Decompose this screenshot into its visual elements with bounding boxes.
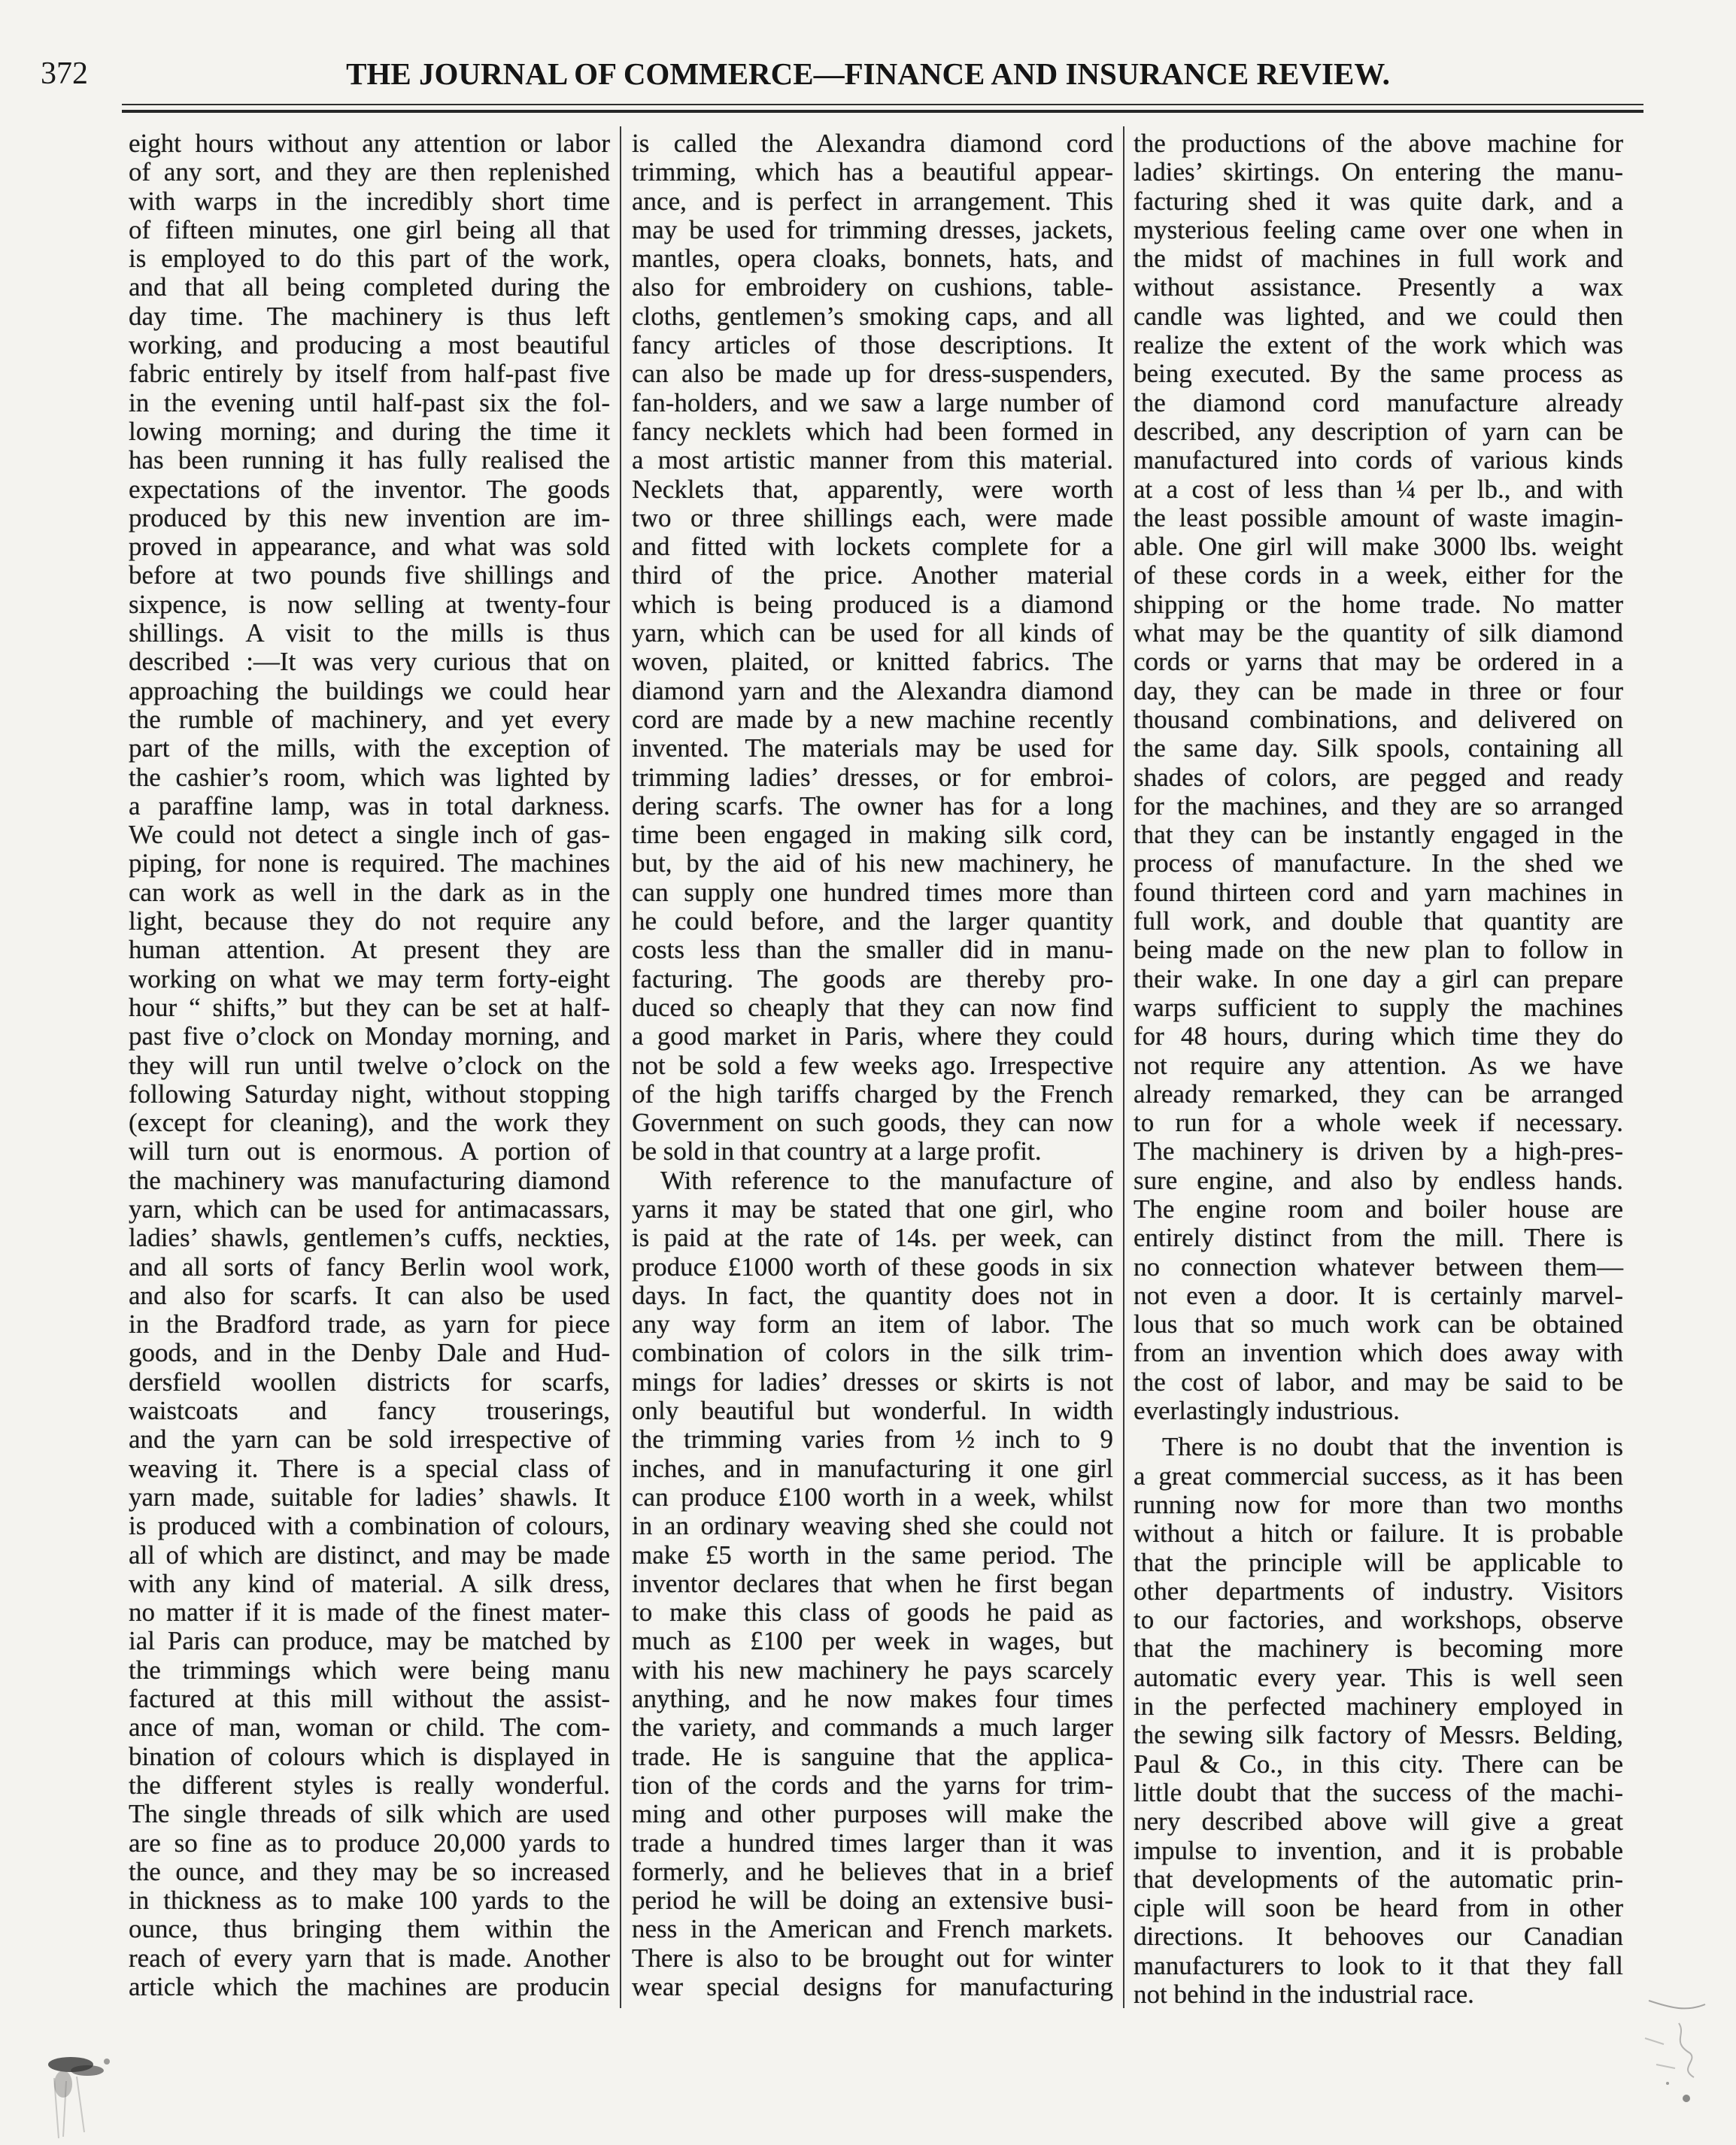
text-line: can supply one hundred times more than (632, 877, 1113, 907)
text-line: invented. The materials may be used for (632, 733, 1113, 763)
text-line: their wake. In one day a girl can prepare (1134, 963, 1623, 994)
text-line: a good market in Paris, where they could (632, 1021, 1113, 1051)
text-line: facturing shed it was quite dark, and a (1134, 186, 1623, 216)
text-line: day time. The machinery is thus left (129, 301, 610, 331)
text-line: not be sold a few weeks ago. Irrespective (632, 1050, 1113, 1080)
text-line: piping, for none is required. The machines (129, 848, 610, 878)
text-line: yarn, which can be used for antimacassars, (129, 1194, 610, 1224)
text-line: entirely distinct from the mill. There is (1134, 1223, 1623, 1253)
text-line: combination of colors in the silk trim- (632, 1338, 1113, 1368)
text-line: that the machinery is becoming more (1134, 1634, 1623, 1664)
text-line: ciple will soon be heard from in other (1134, 1893, 1623, 1923)
text-line: described :—It was very curious that on (129, 647, 610, 677)
text-line: can also be made up for dress-suspenders, (632, 359, 1113, 389)
text-line: trimming ladies’ dresses, or for embroi- (632, 762, 1113, 792)
text-line: cord are made by a new machine recently (632, 704, 1113, 734)
text-line: the variety, and commands a much larger (632, 1713, 1113, 1743)
text-line: shillings. A visit to the mills is thus (129, 618, 610, 648)
text-line: the productions of the above machine for (1134, 129, 1623, 158)
text-line: has been running it has fully realised the (129, 445, 610, 475)
text-line: cords or yarns that may be ordered in a (1134, 647, 1623, 677)
text-line: found thirteen cord and yarn machines in (1134, 877, 1623, 907)
text-line: expectations of the inventor. The goods (129, 474, 610, 504)
text-line: sure engine, and also by endless hands. (1134, 1165, 1623, 1195)
text-line: the trimmings which were being manu (129, 1655, 610, 1685)
text-line: fancy articles of those descriptions. It (632, 330, 1113, 360)
text-line: to make this class of goods he paid as (632, 1597, 1113, 1628)
text-line: ial Paris can produce, may be matched by (129, 1626, 610, 1656)
text-line: ladies’ shawls, gentlemen’s cuffs, neckties, (129, 1223, 610, 1253)
text-line: trade a hundred times larger than it was (632, 1828, 1113, 1858)
text-line: running now for more than two months (1134, 1489, 1623, 1519)
text-line: day, they can be made in three or four (1134, 675, 1623, 705)
text-line: fancy necklets which had been formed in (632, 416, 1113, 446)
journal-title: THE JOURNAL OF COMMERCE—FINANCE AND INSURANCE REVIEW. (346, 56, 1390, 91)
text-line: past five o’clock on Monday morning, and (129, 1021, 610, 1051)
text-line: realize the extent of the work which was (1134, 330, 1623, 360)
text-line: directions. It behooves our Canadian (1134, 1922, 1623, 1952)
text-line: little doubt that the success of the machi- (1134, 1777, 1623, 1807)
text-line: ness in the American and French markets. (632, 1914, 1113, 1944)
text-line: may be used for trimming dresses, jackets, (632, 214, 1113, 244)
text-line: the same day. Silk spools, containing all (1134, 733, 1623, 763)
text-line: the rumble of machinery, and yet every (129, 704, 610, 734)
text-line: produced by this new invention are im- (129, 502, 610, 532)
text-line: able. One girl will make 3000 lbs. weight (1134, 532, 1623, 562)
text-line: waistcoats and fancy trouserings, (129, 1396, 610, 1426)
text-line: in the perfected machinery employed in (1134, 1691, 1623, 1722)
text-line: and the yarn can be sold irrespective of (129, 1424, 610, 1455)
text-line: facturing. The goods are thereby pro- (632, 963, 1113, 994)
text-line: yarns it may be stated that one girl, who (632, 1194, 1113, 1224)
text-line: yarn made, suitable for ladies’ shawls. It (129, 1482, 610, 1512)
text-line: already remarked, they can be arranged (1134, 1079, 1623, 1109)
text-line: reach of every yarn that is made. Another (129, 1943, 610, 1973)
text-line: of the high tariffs charged by the French (632, 1079, 1113, 1109)
text-line: The single threads of silk which are used (129, 1799, 610, 1829)
text-line: duced so cheaply that they can now find (632, 992, 1113, 1022)
text-line: light, because they do not require any (129, 906, 610, 936)
text-line: also for embroidery on cushions, table- (632, 272, 1113, 302)
text-line: two or three shillings each, were made (632, 502, 1113, 532)
text-line: the different styles is really wonderful. (129, 1770, 610, 1800)
text-line: working on what we may term forty-eight (129, 963, 610, 994)
text-line: period he will be doing an extensive busi- (632, 1886, 1113, 1916)
text-line: of these cords in a week, either for the (1134, 560, 1623, 590)
text-line: yarn, which can be used for all kinds of (632, 618, 1113, 648)
column-1 (129, 129, 610, 2001)
text-line: and that all being completed during the (129, 272, 610, 302)
text-line: time been engaged in making silk cord, (632, 820, 1113, 850)
text-line: and also for scarfs. It can also be used (129, 1280, 610, 1310)
text-line: the cost of labor, and may be said to be (1134, 1367, 1623, 1397)
text-line: There is also to be brought out for winter (632, 1943, 1113, 1973)
text-line: following Saturday night, without stopping (129, 1079, 610, 1109)
text-line: and all sorts of fancy Berlin wool work, (129, 1252, 610, 1282)
text-line: woven, plaited, or knitted fabrics. The (632, 647, 1113, 677)
text-line: shipping or the home trade. No matter (1134, 589, 1623, 619)
text-line: any way form an item of labor. The (632, 1309, 1113, 1339)
text-line: cloths, gentlemen’s smoking caps, and all (632, 301, 1113, 331)
text-line: but, by the aid of his new machinery, he (632, 848, 1113, 878)
text-line: third of the price. Another material (632, 560, 1113, 590)
text-line: in an ordinary weaving shed she could not (632, 1511, 1113, 1541)
text-line: ance, and is perfect in arrangement. This (632, 186, 1113, 216)
text-line: manufacturers to look to it that they fall (1134, 1950, 1623, 1980)
text-line: will turn out is enormous. A portion of (129, 1136, 610, 1167)
text-line: at a cost of less than ¼ per lb., and with (1134, 474, 1623, 504)
text-line: the cashier’s room, which was lighted by (129, 762, 610, 792)
text-line: candle was lighted, and we could then (1134, 301, 1623, 331)
paragraph (632, 1167, 1113, 2002)
text-line: wear special designs for manufacturing (632, 1972, 1113, 2001)
text-line: The machinery is driven by a high-pres- (1134, 1136, 1623, 1167)
text-line: they will run until twelve o’clock on the (129, 1050, 610, 1080)
text-line: the ounce, and they may be so increased (129, 1856, 610, 1886)
text-line: from an invention which does away with (1134, 1338, 1623, 1368)
text-line: nery described above will give a great (1134, 1807, 1623, 1837)
text-line: and fitted with lockets complete for a (632, 532, 1113, 562)
text-line: article which the machines are producin (129, 1972, 610, 2001)
text-line: human attention. At present they are (129, 935, 610, 965)
text-line: the midst of machines in full work and (1134, 244, 1623, 274)
text-line: of any sort, and they are then replenished (129, 157, 610, 187)
text-line: produce £1000 worth of these goods in six (632, 1252, 1113, 1282)
text-line: automatic every year. This is well seen (1134, 1662, 1623, 1692)
text-line: for the machines, and they are so arranged (1134, 790, 1623, 821)
text-line: costs less than the smaller did in manu- (632, 935, 1113, 965)
text-line: process of manufacture. In the shed we (1134, 848, 1623, 878)
text-line: the least possible amount of waste imagin- (1134, 502, 1623, 532)
text-line: can work as well in the dark as in the (129, 877, 610, 907)
text-line: lous that so much work can be obtained (1134, 1309, 1623, 1339)
text-line: much as £100 per week in wages, but (632, 1626, 1113, 1656)
text-line: is paid at the rate of 14s. per week, can (632, 1223, 1113, 1253)
column-rule-left (620, 126, 621, 2008)
text-line: full work, and double that quantity are (1134, 906, 1623, 936)
text-line: other departments of industry. Visitors (1134, 1576, 1623, 1606)
text-line: dersfield woollen districts for scarfs, (129, 1367, 610, 1397)
text-line: hour “ shifts,” but they can be set at half- (129, 992, 610, 1022)
text-line: to our factories, and workshops, observe (1134, 1605, 1623, 1635)
text-line: dering scarfs. The owner has for a long (632, 790, 1113, 821)
text-line: described, any description of yarn can be (1134, 416, 1623, 446)
text-line: a most artistic manner from this material. (632, 445, 1113, 475)
text-line: trimming, which has a beautiful appear- (632, 157, 1113, 187)
text-line: mysterious feeling came over one when in (1134, 214, 1623, 244)
text-line: for 48 hours, during which time they do (1134, 1021, 1623, 1051)
text-line: is called the Alexandra diamond cord (632, 129, 1113, 158)
text-line: formerly, and he believes that in a brief (632, 1856, 1113, 1886)
text-line: before at two pounds five shillings and (129, 560, 610, 590)
paragraph (129, 129, 610, 2001)
text-line: approaching the buildings we could hear (129, 675, 610, 705)
text-line: The engine room and boiler house are (1134, 1194, 1623, 1224)
text-line: weaving it. There is a special class of (129, 1453, 610, 1483)
text-line: proved in appearance, and what was sold (129, 532, 610, 562)
text-line: tion of the cords and the yarns for trim- (632, 1770, 1113, 1800)
text-line: inventor declares that when he first began (632, 1568, 1113, 1598)
text-line: sixpence, is now selling at twenty-four (129, 589, 610, 619)
text-line: with his new machinery he pays scarcely (632, 1655, 1113, 1685)
text-line: with warps in the incredibly short time (129, 186, 610, 216)
text-line: There is no doubt that the invention is (1162, 1432, 1623, 1462)
text-line: anything, and he now makes four times (632, 1684, 1113, 1714)
text-line: mantles, opera cloaks, bonnets, hats, and (632, 244, 1113, 274)
text-line: manufactured into cords of various kinds (1134, 445, 1623, 475)
text-line: working, and producing a most beautiful (129, 330, 610, 360)
text-line: ounce, thus bringing them within the (129, 1914, 610, 1944)
column-2 (632, 129, 1113, 2001)
text-line: warps sufficient to supply the machines (1134, 992, 1623, 1022)
text-line: of fifteen minutes, one girl being all that (129, 214, 610, 244)
text-line: that developments of the automatic prin- (1134, 1864, 1623, 1894)
text-line: not require any attention. As we have (1134, 1050, 1623, 1080)
text-line: Government on such goods, they can now (632, 1108, 1113, 1138)
text-line: that the principle will be applicable to (1134, 1547, 1623, 1577)
column-3 (1134, 129, 1623, 2009)
text-line: no matter if it is made of the finest mater- (129, 1597, 610, 1628)
text-line: impulse to invention, and it is probable (1134, 1835, 1623, 1865)
paragraph (632, 129, 1113, 1167)
page-number: 372 (41, 56, 88, 91)
text-line: in the evening until half-past six the fol- (129, 387, 610, 417)
text-line: which is being produced is a diamond (632, 589, 1113, 619)
text-line: everlastingly industrious. (1134, 1396, 1400, 1426)
text-line: what may be the quantity of silk diamond (1134, 618, 1623, 648)
text-line: all of which are distinct, and may be made (129, 1540, 610, 1570)
text-line: make £5 worth in the same period. The (632, 1540, 1113, 1570)
text-line: We could not detect a single inch of gas- (129, 820, 610, 850)
text-line: are so fine as to produce 20,000 yards to (129, 1828, 610, 1858)
text-line: only beautiful but wonderful. In width (632, 1396, 1113, 1426)
text-line: fabric entirely by itself from half-past five (129, 359, 610, 389)
text-line: ladies’ skirtings. On entering the manu- (1134, 157, 1623, 187)
text-line: no connection whatever between them— (1134, 1252, 1623, 1282)
text-line: the diamond cord manufacture already (1134, 387, 1623, 417)
text-line: eight hours without any attention or labor (129, 129, 610, 158)
text-line: without a hitch or failure. It is probable (1134, 1518, 1623, 1549)
column-rule-right (1123, 126, 1124, 2008)
text-line: trade. He is sanguine that the applica- (632, 1741, 1113, 1771)
text-line: to run for a whole week if necessary. (1134, 1108, 1623, 1138)
text-line: not even a door. It is certainly marvel- (1134, 1280, 1623, 1310)
text-line: with any kind of material. A silk dress, (129, 1568, 610, 1598)
header-rule-thick (122, 110, 1643, 113)
text-line: being made on the new plan to follow in (1134, 935, 1623, 965)
text-line: is produced with a combination of colours, (129, 1511, 610, 1541)
text-line: be sold in that country at a large profit. (632, 1136, 1042, 1167)
paragraph (1134, 1433, 1623, 2009)
text-line: fan-holders, and we saw a large number of (632, 387, 1113, 417)
text-line: goods, and in the Denby Dale and Hud- (129, 1338, 610, 1368)
text-line: in thickness as to make 100 yards to the (129, 1886, 610, 1916)
text-line: bination of colours which is displayed in (129, 1741, 610, 1771)
text-line: being executed. By the same process as (1134, 359, 1623, 389)
text-line: the machinery was manufacturing diamond (129, 1165, 610, 1195)
paragraph (1134, 129, 1623, 1425)
text-line: is employed to do this part of the work, (129, 244, 610, 274)
scan-smudge-bottom-left (41, 2048, 131, 2142)
text-line: not behind in the industrial race. (1134, 1980, 1474, 2009)
text-line: shades of colors, are pegged and ready (1134, 762, 1623, 792)
text-line: can produce £100 worth in a week, whilst (632, 1482, 1113, 1512)
text-line: mings for ladies’ dresses or skirts is not (632, 1367, 1113, 1397)
text-line: thousand combinations, and delivered on (1134, 704, 1623, 734)
text-line: that they can be instantly engaged in the (1134, 820, 1623, 850)
text-line: part of the mills, with the exception of (129, 733, 610, 763)
text-line: the sewing silk factory of Messrs. Belding, (1134, 1720, 1623, 1750)
text-line: (except for cleaning), and the work they (129, 1108, 610, 1138)
header-rule-thin (122, 104, 1643, 105)
text-line: without assistance. Presently a wax (1134, 272, 1623, 302)
text-line: inches, and in manufacturing it one girl (632, 1453, 1113, 1483)
text-line: Paul & Co., in this city. There can be (1134, 1749, 1623, 1779)
text-line: Necklets that, apparently, were worth (632, 474, 1113, 504)
text-line: ance of man, woman or child. The com- (129, 1713, 610, 1743)
text-line: he could before, and the larger quantity (632, 906, 1113, 936)
scan-smudge-bottom-right (1634, 1993, 1716, 2113)
text-line: the trimming varies from ½ inch to 9 (632, 1424, 1113, 1455)
text-line: a great commercial success, as it has been (1134, 1461, 1623, 1491)
text-line: in the Bradford trade, as yarn for piece (129, 1309, 610, 1339)
text-line: diamond yarn and the Alexandra diamond (632, 675, 1113, 705)
text-line: days. In fact, the quantity does not in (632, 1280, 1113, 1310)
text-line: a paraffine lamp, was in total darkness. (129, 790, 610, 821)
text-line: ming and other purposes will make the (632, 1799, 1113, 1829)
text-line: With reference to the manufacture of (660, 1165, 1113, 1195)
text-line: lowing morning; and during the time it (129, 416, 610, 446)
text-line: factured at this mill without the assist- (129, 1684, 610, 1714)
